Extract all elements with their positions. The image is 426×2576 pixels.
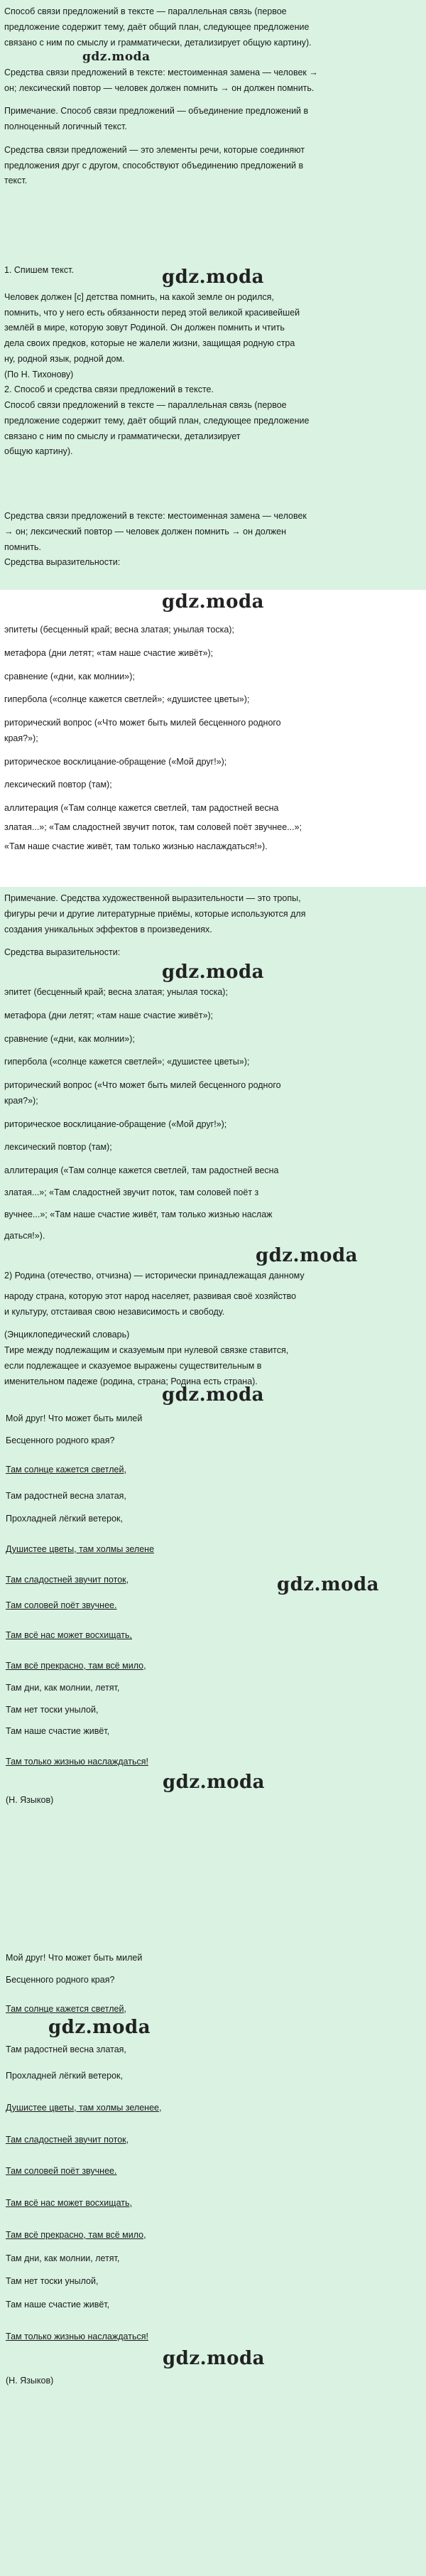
- poem-line: Бесценного родного края?: [6, 1974, 115, 1985]
- source-line: (Н. Языков): [6, 1794, 54, 1805]
- watermark: gdz.moda: [161, 591, 265, 613]
- section-2b: [0, 505, 426, 590]
- list-item: сравнение («дни, как молнии»);: [4, 671, 135, 681]
- poem-line: Там радостней весна златая,: [6, 2044, 126, 2055]
- list-item: аллитерация («Там солнце кажется светлей, там радостней весна: [4, 803, 279, 813]
- section-3: [0, 590, 426, 887]
- text-line: предложение содержит тему, даёт общий план, следующее предложение: [4, 415, 310, 426]
- poem-line: Мой друг! Что может быть милей: [6, 1953, 143, 1963]
- text-line: Средства связи предложений в тексте: местоименная замена — человек: [4, 511, 307, 521]
- list-item: края?»);: [4, 733, 38, 743]
- watermark: gdz.moda: [162, 2347, 266, 2369]
- text-line: и культуру, отстаивая свою независимость и свободу.: [4, 1306, 225, 1317]
- text-line: ну, родной язык, родной дом.: [4, 353, 125, 364]
- text-line: текст.: [4, 176, 28, 186]
- poem-line: Там нет тоски унылой,: [6, 1704, 99, 1715]
- list-item: сравнение («дни, как молнии»);: [4, 1033, 135, 1044]
- text-line: создания уникальных эффектов в произведениях.: [4, 924, 212, 934]
- text-line: Средства выразительности:: [4, 947, 121, 958]
- text-line: Способ связи предложений в тексте — параллельная связь (первое: [4, 6, 287, 16]
- text-line: если подлежащее и сказуемое выражены существительным в: [4, 1360, 262, 1371]
- poem-line: Там всё прекрасно, там всё мило,: [6, 1661, 146, 1671]
- text-line: именительном падеже (родина, страна; Родина есть страна).: [4, 1376, 258, 1386]
- poem-line: Там радостней весна златая,: [6, 1490, 126, 1501]
- poem-line: Там всё прекрасно, там всё мило,: [6, 2229, 146, 2240]
- list-item: эпитет (бесценный край; весна златая; унылая тоска);: [4, 987, 228, 997]
- text-line: предложения друг с другом, способствуют объединению предложений в: [4, 160, 304, 171]
- poem-line: Там соловей поёт звучнее.: [6, 1600, 117, 1610]
- watermark: gdz.moda: [48, 2017, 151, 2039]
- poem-line: Там солнце кажется светлей,: [6, 1464, 126, 1475]
- source-line: (Н. Языков): [6, 2375, 54, 2386]
- poem-line: Там всё нас может восхищать,: [6, 1630, 132, 1641]
- text-line: 2) Родина (отечество, отчизна) — исторически принадлежащая данному: [4, 1271, 305, 1281]
- text-line: общую картину).: [4, 446, 73, 457]
- text-line: Средства выразительности:: [4, 557, 121, 568]
- text-line: 2. Способ и средства связи предложений в тексте.: [4, 384, 214, 395]
- list-item: златая...»; «Там сладостней звучит поток, там соловей поёт звучнее...»;: [4, 821, 302, 832]
- list-item: гипербола («солнце кажется светлей»; «душистее цветы»);: [4, 1057, 250, 1067]
- section-5: [0, 1944, 426, 2576]
- text-line: 1. Спишем текст.: [4, 265, 74, 275]
- list-item: златая...»; «Там сладостней звучит поток, там соловей поёт з: [4, 1187, 259, 1197]
- watermark: gdz.moda: [82, 50, 151, 65]
- text-line: → он; лексический повтор — человек должен помнить → он должен: [4, 526, 286, 537]
- list-item: эпитеты (бесценный край; весна златая; унылая тоска);: [4, 625, 234, 635]
- list-item: риторическое восклицание-обращение («Мой друг!»);: [4, 1119, 227, 1129]
- text-line: Тире между подлежащим и сказуемым при нулевой связке ставится,: [4, 1345, 289, 1355]
- poem-line: Душистее цветы, там холмы зелене: [6, 1544, 155, 1554]
- list-item: лексический повтор (там);: [4, 1142, 112, 1153]
- poem-line: Там сладостней звучит поток,: [6, 2134, 129, 2145]
- poem-line: Там только жизнью наслаждаться!: [6, 2331, 148, 2341]
- list-item: метафора (дни летят; «там наше счастие живёт»);: [4, 1010, 214, 1020]
- poem-line: Там дни, как молнии, летят,: [6, 2253, 120, 2263]
- poem-line: Там соловей поёт звучнее.: [6, 2166, 117, 2177]
- text-line: Способ связи предложений в тексте — параллельная связь (первое: [4, 400, 287, 410]
- watermark: gdz.moda: [161, 1384, 265, 1406]
- list-item: риторический вопрос («Что может быть милей бесценного родного: [4, 718, 281, 728]
- section-4: [0, 887, 426, 1944]
- text-line: дела своих предков, которые не жалели жизни, защищая родную стра: [4, 338, 295, 348]
- text-line: Средства связи предложений — это элементы речи, которые соединяют: [4, 144, 305, 155]
- watermark: gdz.moda: [162, 1771, 266, 1793]
- poem-line: Там солнце кажется светлей,: [6, 2003, 126, 2014]
- poem-line: Там сладостней звучит поток,: [6, 1574, 129, 1585]
- text-line: Примечание. Средства художественной выразительности — это тропы,: [4, 893, 301, 903]
- list-item: даться!»).: [4, 1231, 45, 1241]
- list-item: риторический вопрос («Что может быть милей бесценного родного: [4, 1080, 281, 1090]
- watermark: gdz.moda: [255, 1245, 358, 1266]
- text-line: связано с ним по смыслу и грамматически, детализирует общую картину).: [4, 37, 312, 48]
- poem-line: Там наше счастие живёт,: [6, 2300, 110, 2310]
- poem-analysis: [4, 1412, 422, 1806]
- list-item: «Там наше счастие живёт, там только жизнью наслаждаться!»).: [4, 841, 268, 851]
- list-item: гипербола («солнце кажется светлей»; «душистее цветы»);: [4, 694, 250, 705]
- watermark: gdz.moda: [276, 1573, 379, 1595]
- poem-line: Там дни, как молнии, летят,: [6, 1682, 120, 1693]
- text-line: Примечание. Способ связи предложений — объединение предложений в: [4, 106, 309, 117]
- section-1: [0, 0, 426, 259]
- text-line: народу страна, которую этот народ населяет, развивая своё хозяйство: [4, 1290, 297, 1301]
- poem-line: Там нет тоски унылой,: [6, 2276, 99, 2287]
- section-2: [0, 259, 426, 505]
- poem-line: Там всё нас может восхищать,: [6, 2198, 132, 2208]
- watermark: gdz.moda: [161, 961, 265, 983]
- list-item: аллитерация («Там солнце кажется светлей, там радостней весна: [4, 1165, 279, 1175]
- watermark: gdz.moda: [161, 266, 265, 288]
- text-line: (По Н. Тихонову): [4, 369, 74, 379]
- text-line: помнить, что у него есть обязанности перед этой великой красивейшей: [4, 307, 300, 318]
- text-line: предложение содержит тему, даёт общий план, следующее предложение: [4, 21, 310, 32]
- poem-line: Душистее цветы, там холмы зеленее,: [6, 2102, 162, 2113]
- poem-line: Мой друг! Что может быть милей: [6, 1413, 143, 1424]
- poem-line: Там только жизнью наслаждаться!: [6, 1757, 148, 1767]
- text-line: Человек должен [с] детства помнить, на какой земле он родился,: [4, 291, 274, 302]
- poem-line: Там наше счастие живёт,: [6, 1726, 110, 1737]
- text-line: полноценный логичный текст.: [4, 122, 127, 131]
- poem-line: Прохладней лёгкий ветерок,: [6, 1514, 123, 1524]
- source-line: (Энциклопедический словарь): [4, 1330, 130, 1340]
- list-item: метафора (дни летят; «там наше счастие живёт»);: [4, 647, 214, 658]
- text-line: помнить.: [4, 541, 41, 552]
- list-item: вучнее...»; «Там наше счастие живёт, там только жизнью наслаж: [4, 1209, 273, 1219]
- poem-analysis: [4, 1951, 422, 2387]
- text-line: землёй в мире, которую зовут Родиной. Он должен помнить и чтить: [4, 323, 285, 333]
- poem-line: Прохладней лёгкий ветерок,: [6, 2071, 123, 2081]
- text-line: он; лексический повтор — человек должен помнить → он должен помнить.: [4, 82, 315, 93]
- list-item: риторическое восклицание-обращение («Мой друг!»);: [4, 756, 227, 767]
- list-item: края?»);: [4, 1095, 38, 1106]
- text-line: связано с ним по смыслу и грамматически, детализирует: [4, 431, 241, 441]
- list-item: лексический повтор (там);: [4, 780, 112, 790]
- text-line: фигуры речи и другие литературные приёмы, которые используются для: [4, 908, 306, 919]
- poem-line: Бесценного родного края?: [6, 1435, 115, 1445]
- text-line: Средства связи предложений в тексте: местоименная замена — человек →: [4, 67, 318, 77]
